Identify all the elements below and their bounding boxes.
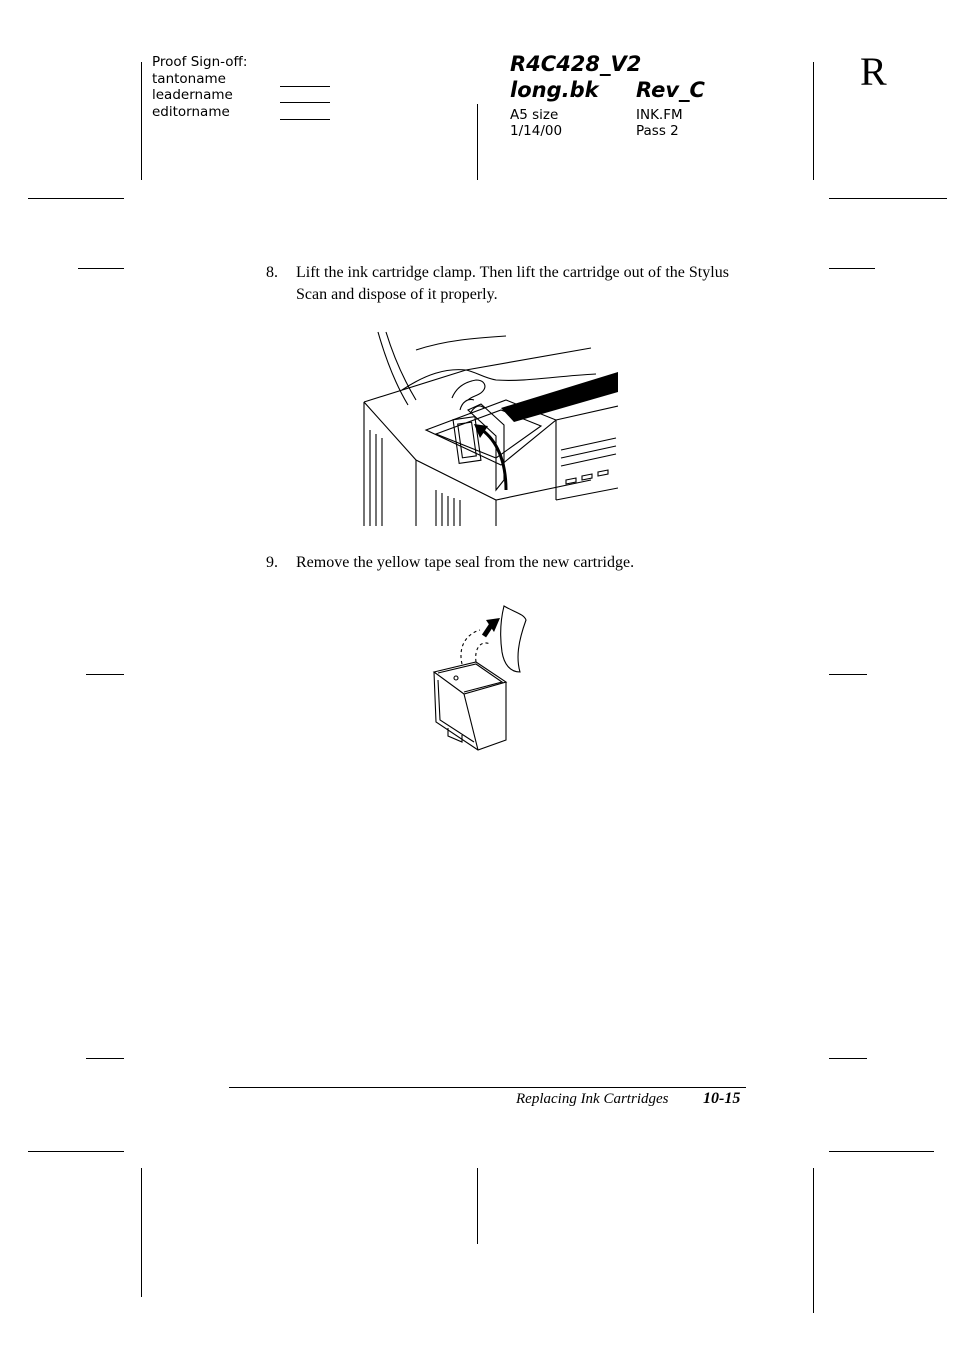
header-book: long.bk [510, 78, 599, 102]
signoff-blank-line [280, 102, 330, 103]
crop-mark [829, 1151, 934, 1152]
step-8 [266, 262, 766, 307]
crop-mark [829, 1058, 867, 1059]
step-text: Remove the yellow tape seal from the new cartridge. [296, 554, 635, 571]
footer-title: Replacing Ink Cartridges [516, 1091, 669, 1107]
crop-mark [829, 674, 867, 675]
header-rev: Rev_C [636, 78, 705, 102]
signoff-blank-line [280, 119, 330, 120]
proof-title: Proof Sign-off: [152, 54, 248, 70]
footer-rule [229, 1087, 746, 1088]
crop-mark [813, 62, 814, 180]
footer-page-number: 10-15 [703, 1090, 741, 1107]
printer-cartridge-illustration [356, 330, 618, 528]
step-text: Lift the ink cartridge clamp. Then lift the cartridge out of the Stylus Scan and dispose of it properly. [296, 264, 729, 303]
header-code: R4C428_V2 [510, 52, 642, 76]
header-size: A5 size [510, 107, 559, 123]
crop-mark [28, 1151, 124, 1152]
step-number: 9. [266, 554, 278, 571]
proof-name-tanto: tantoname [152, 70, 226, 87]
crop-mark [829, 268, 875, 269]
crop-mark [829, 198, 947, 199]
crop-mark [86, 1058, 124, 1059]
crop-mark [141, 62, 142, 180]
crop-mark [86, 674, 124, 675]
crop-mark [477, 1168, 478, 1244]
step-9 [266, 552, 766, 576]
crop-mark [78, 268, 124, 269]
crop-mark [477, 104, 478, 180]
header-file: INK.FM [636, 107, 683, 123]
header-date: 1/14/00 [510, 123, 563, 139]
crop-mark [813, 1168, 814, 1313]
crop-mark [141, 1168, 142, 1297]
corner-mark: R [860, 49, 887, 94]
proof-name-editor: editorname [152, 103, 230, 120]
cartridge-tape-illustration [428, 602, 530, 754]
step-number: 8. [266, 264, 278, 281]
proof-name-leader: leadername [152, 87, 233, 104]
header-pass: Pass 2 [636, 123, 679, 139]
signoff-blank-line [280, 86, 330, 87]
crop-mark [28, 198, 124, 199]
proof-signoff [152, 54, 247, 120]
